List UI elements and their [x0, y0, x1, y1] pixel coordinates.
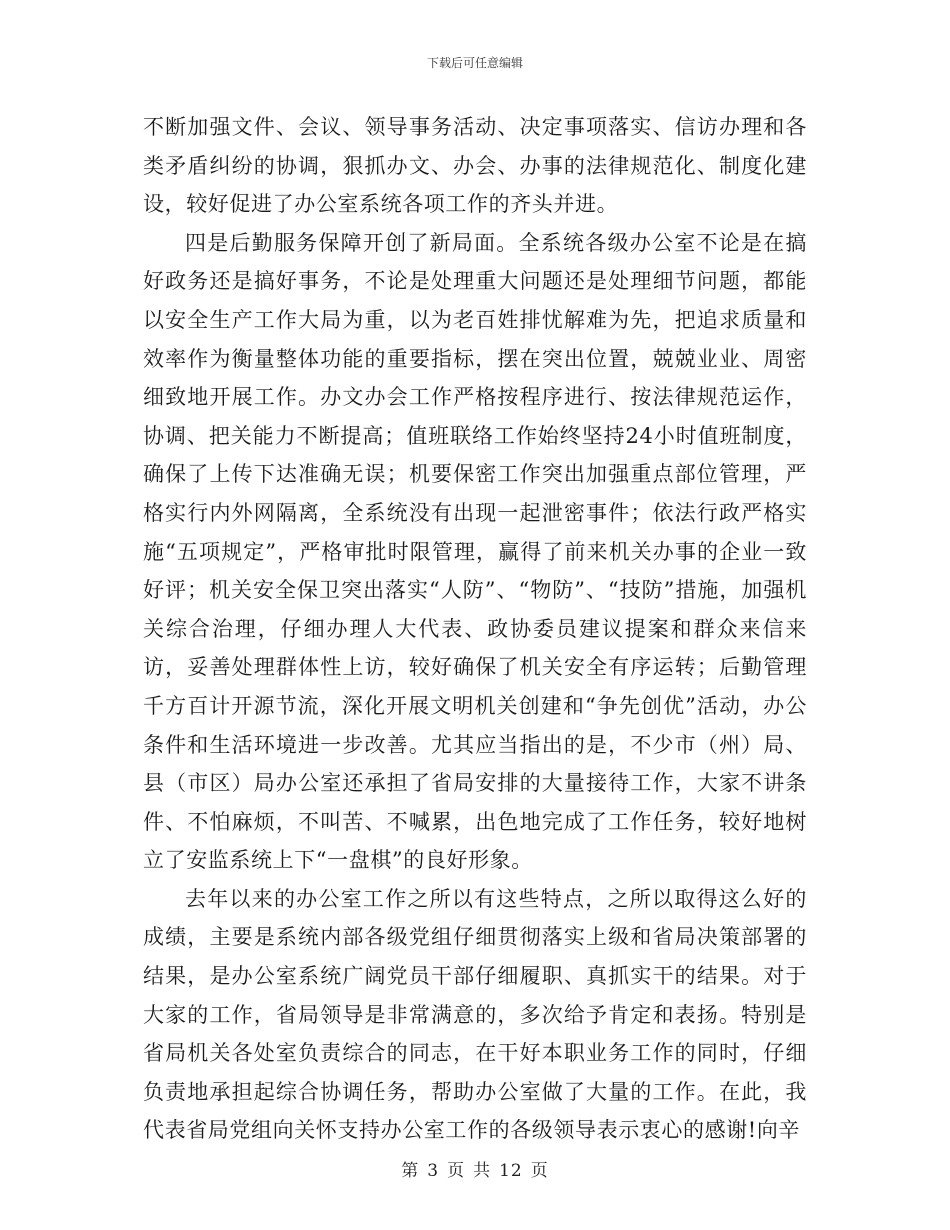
- page-label-prefix: 第: [401, 1161, 420, 1181]
- page-total-number: 12: [499, 1161, 523, 1181]
- header-note: 下载后可任意编辑: [426, 56, 523, 70]
- page-current-number: 3: [427, 1161, 440, 1181]
- paragraph-1: 不断加强文件、会议、领导事务活动、决定事项落实、信访办理和各类矛盾纠纷的协调，狠抓办文、办会、办事的法律规范化、制度化建设，较好促进了办公室系统各项工作的齐头并进。: [143, 115, 807, 217]
- page-header: [0, 54, 950, 71]
- page-footer: [0, 1156, 950, 1181]
- paragraph-2: 四是后勤服务保障开创了新局面。全系统各级办公室不论是在搞好政务还是搞好事务，不论是处理重大问题还是处理细节问题，都能以安全生产工作大局为重，以为老百姓排忧解难为先，把追求质量和效率作为衡量整体功能的重要指标，摆在突出位置，兢兢业业、周密细致地开展工作。办文办会工作严格按程序进行、按法律规范运作，协调、把关能力不断提高；值班联络工作始终坚持24小时值班制度，确保了上传下达准确无误；机要保密工作突出加强重点部位管理，严格实行内外网隔离，全系统没有出现一起泄密事件；依法行政严格实施“五项规定”，严格审批时限管理，赢得了前来机关办事的企业一致好评；机关安全保卫突出落实“人防”、“物防”、“技防”措施，加强机关综合治理，仔细办理人大代表、政协委员建议提案和群众来信来访，妥善处理群体性上访，较好确保了机关安全有序运转；后勤管理千方百计开源节流，深化开展文明机关创建和“争先创优”活动，办公条件和生活环境进一步改善。尤其应当指出的是，不少市（州）局、县（市区）局办公室还承担了省局安排的大量接待工作，大家不讲条件、不怕麻烦，不叫苦、不喊累，出色地完成了工作任务，较好地树立了安监系统上下“一盘棋”的良好形象。: [143, 230, 807, 873]
- page-label-mid: 页: [447, 1161, 466, 1181]
- paragraph-3: 去年以来的办公室工作之所以有这些特点，之所以取得这么好的成绩，主要是系统内部各级党组仔细贯彻落实上级和省局决策部署的结果，是办公室系统广阔党员干部仔细履职、真抓实干的结果。对于大家的工作，省局领导是非常满意的，多次给予肯定和表扬。特别是省局机关各处室负责综合的同志，在干好本职业务工作的同时，仔细负责地承担起综合协调任务，帮助办公室做了大量的工作。在此，我代表省局党组向关怀支持办公室工作的各级领导表示衷心的感谢!向辛: [143, 886, 807, 1143]
- document-body: [143, 108, 807, 1150]
- page-total-prefix: 共: [473, 1161, 492, 1181]
- page-label-suffix: 页: [530, 1161, 549, 1181]
